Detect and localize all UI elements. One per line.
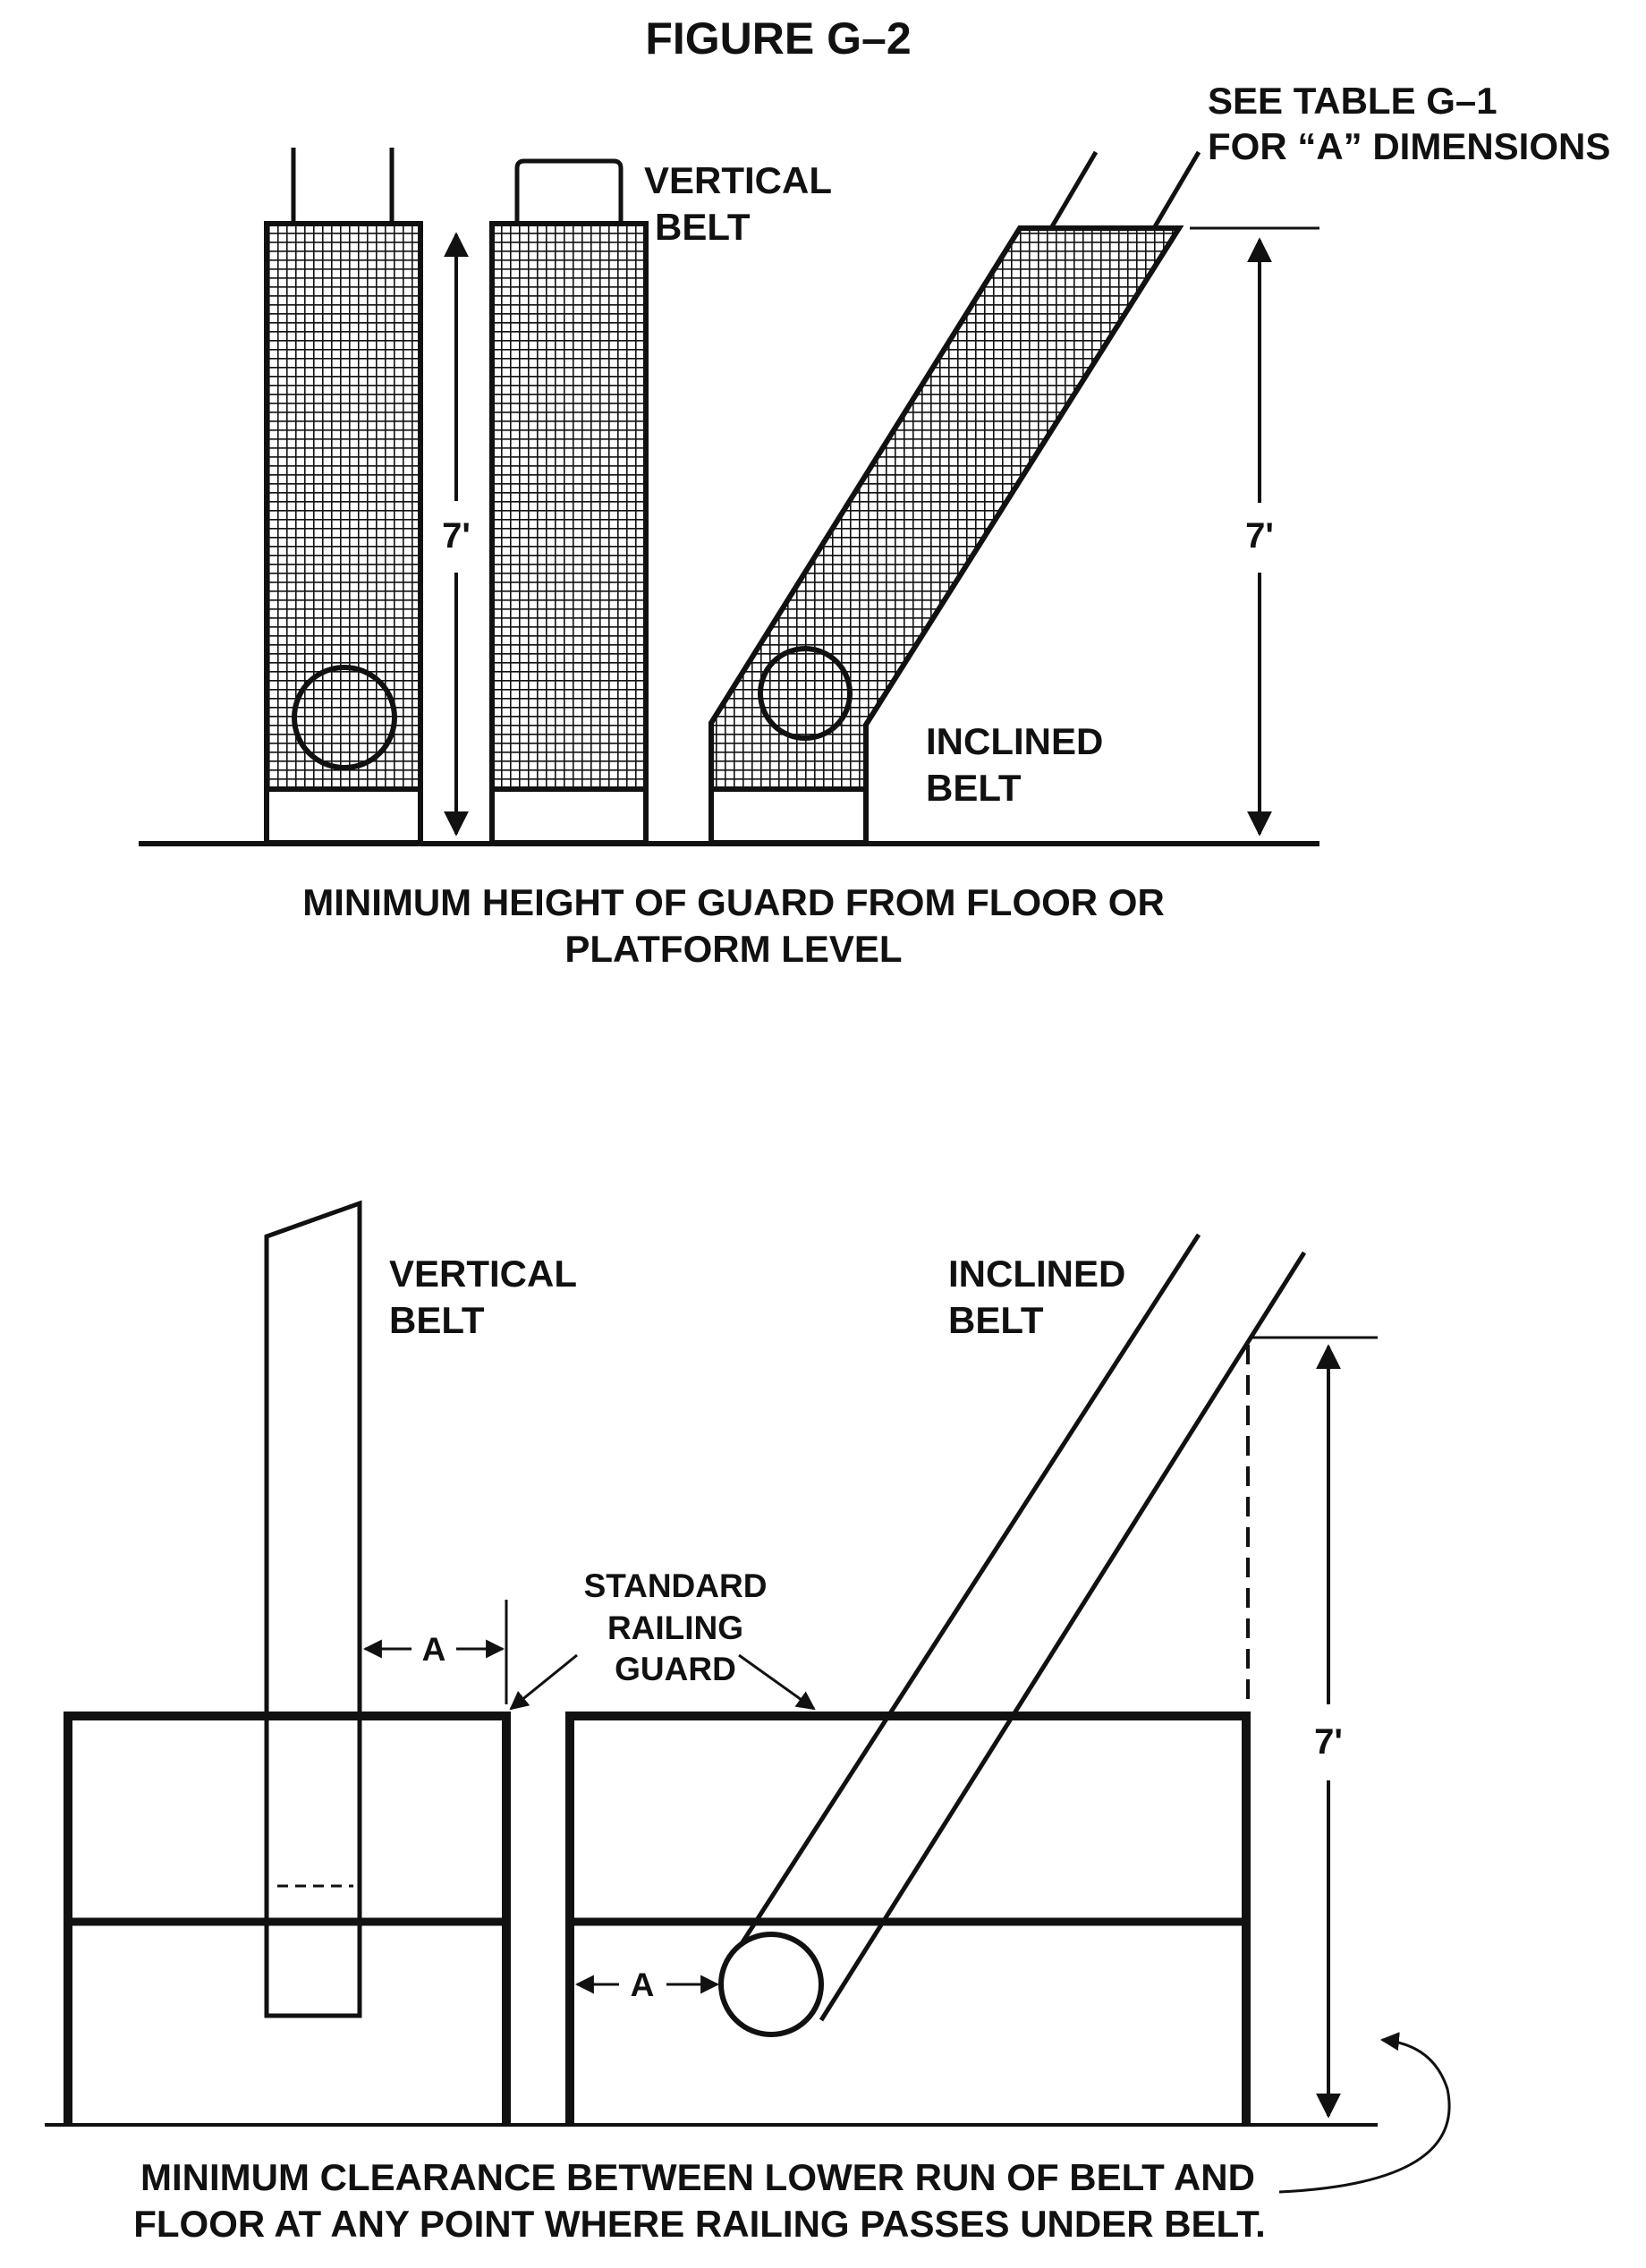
dim-label-left: 7' (442, 516, 471, 556)
vertical-guard-right (492, 161, 646, 843)
dim-label-right: 7' (1245, 516, 1274, 556)
top-vertical-belt-label-1: VERTICAL (644, 159, 832, 201)
bottom-inclined-belt-label-1: INCLINED (948, 1253, 1126, 1295)
inclined-belt-bottom (721, 1235, 1304, 2034)
bottom-vertical-belt-label-1: VERTICAL (389, 1253, 577, 1295)
dimension-bottom-7ft (1248, 1338, 1378, 2116)
bottom-inclined-belt-label-2: BELT (948, 1299, 1044, 1341)
railing-guard-label-2: RAILING (607, 1610, 744, 1646)
mesh-guard-inclined (711, 228, 1179, 789)
table-note-line-1: SEE TABLE G–1 (1208, 80, 1498, 122)
table-note-line-2: FOR “A” DIMENSIONS (1208, 125, 1611, 167)
dim-a-upper-label: A (421, 1631, 446, 1668)
railing-guard-label-3: GUARD (615, 1651, 736, 1687)
figure-title: FIGURE G–2 (645, 13, 912, 64)
dimension-right-7ft (1190, 228, 1319, 834)
dimension-a-upper (365, 1600, 506, 1704)
caption-pointer-arrow (1279, 2040, 1449, 2192)
bottom-vertical-belt-label-2: BELT (389, 1299, 485, 1341)
top-inclined-belt-label-1: INCLINED (926, 720, 1104, 762)
bottom-caption-line-2: FLOOR AT ANY POINT WHERE RAILING PASSES UNDER BELT. (133, 2203, 1266, 2245)
top-caption-line-2: PLATFORM LEVEL (564, 928, 903, 970)
railing-leader-right (739, 1655, 814, 1709)
railing-leader-left (511, 1655, 577, 1709)
top-diagram (139, 80, 1610, 970)
top-inclined-belt-label-2: BELT (926, 767, 1022, 809)
dimension-a-lower (577, 1966, 717, 2003)
dimension-left-7ft (442, 234, 471, 834)
bottom-diagram (45, 1203, 1449, 2245)
bottom-caption-line-1: MINIMUM CLEARANCE BETWEEN LOWER RUN OF BELT AND (140, 2156, 1255, 2198)
dim-height-label: 7' (1314, 1722, 1343, 1762)
pulley-bottom (721, 1934, 821, 2034)
mesh-guard-right (492, 224, 646, 789)
dim-a-lower-label: A (630, 1966, 655, 2003)
railing-guard-label-1: STANDARD (583, 1567, 768, 1604)
top-vertical-belt-label-2: BELT (655, 206, 751, 248)
mesh-guard-left (267, 224, 420, 789)
railing-guard-right (570, 1712, 1246, 2127)
vertical-guard-left (267, 148, 420, 843)
top-caption-line-1: MINIMUM HEIGHT OF GUARD FROM FLOOR OR (302, 881, 1165, 923)
